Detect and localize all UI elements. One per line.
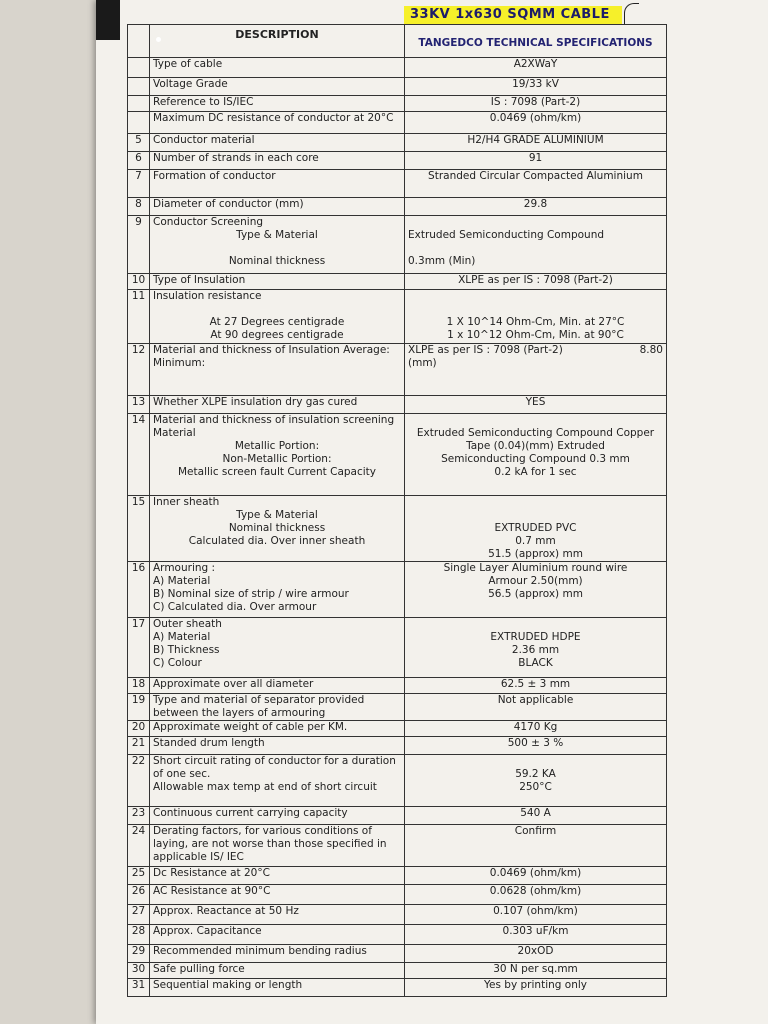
specification-line: XLPE as per IS : 7098 (Part-2) <box>408 344 563 356</box>
row-number: 19 <box>128 694 150 721</box>
table-row <box>128 867 667 885</box>
specification-cell <box>405 96 667 112</box>
row-number: 27 <box>128 905 150 925</box>
table-row <box>128 678 667 694</box>
parameter-line: Approximate weight of cable per KM. <box>153 721 348 733</box>
specification-line: 91 <box>528 152 543 164</box>
table-row <box>128 694 667 721</box>
specification-cell <box>405 58 667 78</box>
row-number: 15 <box>128 496 150 562</box>
row-number: 30 <box>128 963 150 979</box>
row-number <box>128 112 150 134</box>
row-number: 11 <box>128 290 150 344</box>
specification-cell <box>405 963 667 979</box>
parameter-cell <box>150 112 405 134</box>
specification-line: XLPE as per IS : 7098 (Part-2) <box>458 274 613 286</box>
parameter-cell <box>150 562 405 618</box>
row-number: 10 <box>128 274 150 290</box>
parameter-cell <box>150 414 405 496</box>
parameter-cell <box>150 170 405 198</box>
parameter-cell <box>150 963 405 979</box>
parameter-line: Sequential making or length <box>153 979 303 991</box>
specification-line: 8.80 <box>639 344 663 356</box>
row-number: 7 <box>128 170 150 198</box>
row-number: 20 <box>128 721 150 737</box>
table-row <box>128 963 667 979</box>
specification-line: 30 N per sq.mm <box>493 963 578 975</box>
parameter-cell <box>150 905 405 925</box>
specification-cell <box>405 562 667 618</box>
table-row <box>128 96 667 112</box>
specification-line: (mm) <box>408 357 437 369</box>
specification-line: 29.8 <box>523 198 548 210</box>
specification-line: 51.5 (approx) mm <box>488 548 583 560</box>
specification-line: YES <box>525 396 546 408</box>
specification-line: 0.107 (ohm/km) <box>493 905 578 917</box>
specification-cell <box>405 496 667 562</box>
row-number: 26 <box>128 885 150 905</box>
parameter-cell <box>150 496 405 562</box>
parameter-line: Non-Metallic Portion: <box>222 453 332 465</box>
parameter-cell <box>150 198 405 216</box>
parameter-line: Type & Material <box>236 509 318 521</box>
specification-cell <box>405 618 667 678</box>
specification-line: 19/33 kV <box>512 78 559 90</box>
table-row <box>128 216 667 274</box>
table-row <box>128 905 667 925</box>
row-number: 5 <box>128 134 150 152</box>
parameter-line: Derating factors, for various conditions of laying, are not worse than those specified in applicable IS/ IEC <box>153 825 387 863</box>
row-number: 12 <box>128 344 150 396</box>
table-row <box>128 562 667 618</box>
parameter-cell <box>150 925 405 945</box>
specification-line: 0.0628 (ohm/km) <box>489 885 582 897</box>
parameter-line: A) Material <box>153 631 211 643</box>
table-row <box>128 78 667 96</box>
parameter-cell <box>150 737 405 755</box>
parameter-cell <box>150 755 405 807</box>
specification-line: 500 ± 3 % <box>507 737 564 749</box>
row-number <box>128 96 150 112</box>
parameter-line: Insulation resistance <box>153 290 262 302</box>
parameter-line: B) Thickness <box>153 644 220 656</box>
specification-line: 1 X 10^14 Ohm-Cm, Min. at 27°C <box>446 316 625 328</box>
specification-line <box>408 216 663 229</box>
table-row <box>128 618 667 678</box>
specification-line: BLACK <box>518 657 553 669</box>
specification-line: 20xOD <box>517 945 554 957</box>
parameter-line: Metallic Portion: <box>234 440 320 452</box>
parameter-cell <box>150 274 405 290</box>
parameter-line: AC Resistance at 90°C <box>153 885 271 897</box>
row-number: 23 <box>128 807 150 825</box>
specification-cell <box>405 945 667 963</box>
specification-cell <box>405 414 667 496</box>
table-row <box>128 755 667 807</box>
parameter-line: Armouring : <box>153 562 216 574</box>
table-row <box>128 414 667 496</box>
parameter-line: Maximum DC resistance of conductor at 20°C <box>153 112 394 124</box>
specification-line: A2XWaY <box>513 58 558 70</box>
parameter-line: Approx. Capacitance <box>153 925 262 937</box>
parameter-cell <box>150 344 405 396</box>
table-row <box>128 58 667 78</box>
row-number: 29 <box>128 945 150 963</box>
specification-cell <box>405 344 667 396</box>
parameter-line <box>153 242 401 255</box>
specification-line: 4170 Kg <box>513 721 558 733</box>
table-row <box>128 152 667 170</box>
parameter-line: Approximate over all diameter <box>153 678 314 690</box>
parameter-line: Dc Resistance at 20°C <box>153 867 270 879</box>
specification-line: 0.7 mm <box>515 535 556 547</box>
specification-cell <box>405 694 667 721</box>
table-row <box>128 198 667 216</box>
parameter-line: Voltage Grade <box>153 78 228 90</box>
specification-line <box>408 755 663 768</box>
parameter-cell <box>150 618 405 678</box>
specification-cell <box>405 274 667 290</box>
row-number: 16 <box>128 562 150 618</box>
specification-line <box>408 414 663 427</box>
parameter-line: Conductor material <box>153 134 255 146</box>
row-number: 8 <box>128 198 150 216</box>
specification-line: EXTRUDED PVC <box>494 522 577 534</box>
specification-line: Extruded Semiconducting Compound Copper <box>416 427 655 439</box>
table-row <box>128 290 667 344</box>
table-row <box>128 885 667 905</box>
specification-line: 0.0469 (ohm/km) <box>489 112 582 124</box>
parameter-line: Outer sheath <box>153 618 222 630</box>
table-row <box>128 721 667 737</box>
parameter-line: Calculated dia. Over inner sheath <box>188 535 366 547</box>
parameter-line: Diameter of conductor (mm) <box>153 198 304 210</box>
specification-cell <box>405 979 667 997</box>
parameter-line: Continuous current carrying capacity <box>153 807 348 819</box>
header-description: DESCRIPTION <box>150 25 405 58</box>
specification-line <box>408 496 663 509</box>
row-number: 13 <box>128 396 150 414</box>
table-row <box>128 496 667 562</box>
row-number: 21 <box>128 737 150 755</box>
specification-cell <box>405 216 667 274</box>
table-row <box>128 112 667 134</box>
specification-line: Yes by printing only <box>484 979 587 991</box>
table-row <box>128 979 667 997</box>
row-number <box>128 78 150 96</box>
specification-line: H2/H4 GRADE ALUMINIUM <box>467 134 604 146</box>
table-row <box>128 134 667 152</box>
specification-line: Stranded Circular Compacted Aluminium <box>428 170 643 182</box>
parameter-line: Whether XLPE insulation dry gas cured <box>153 396 358 408</box>
parameter-cell <box>150 867 405 885</box>
parameter-line: Type & Material <box>236 229 318 241</box>
parameter-line: Type and material of separator provided between the layers of armouring <box>153 694 365 719</box>
row-number: 9 <box>128 216 150 274</box>
row-number: 18 <box>128 678 150 694</box>
specification-line <box>408 242 663 255</box>
specification-line: Not applicable <box>497 694 574 706</box>
parameter-line: Metallic screen fault Current Capacity <box>178 466 376 478</box>
table-row <box>128 925 667 945</box>
row-number: 6 <box>128 152 150 170</box>
parameter-cell <box>150 78 405 96</box>
parameter-cell <box>150 721 405 737</box>
specification-cell <box>405 807 667 825</box>
cable-title: 33KV 1x630 SQMM CABLE <box>410 7 610 22</box>
specification-line <box>408 509 663 522</box>
table-row <box>128 170 667 198</box>
parameter-line: At 90 degrees centigrade <box>210 329 344 341</box>
parameter-cell <box>150 290 405 344</box>
specification-line: Armour 2.50(mm) <box>488 575 583 587</box>
table-row <box>128 737 667 755</box>
parameter-line: Approx. Reactance at 50 Hz <box>153 905 299 917</box>
parameter-line: Allowable max temp at end of short circuit <box>153 781 377 793</box>
parameter-cell <box>150 96 405 112</box>
specification-line: 2.36 mm <box>511 644 560 656</box>
row-number <box>128 58 150 78</box>
specification-cell <box>405 678 667 694</box>
parameter-line: Material and thickness of insulation screening Material <box>153 414 395 439</box>
table-row <box>128 945 667 963</box>
parameter-line: At 27 Degrees centigrade <box>209 316 345 328</box>
parameter-line: Safe pulling force <box>153 963 245 975</box>
parameter-line: Reference to IS/IEC <box>153 96 254 108</box>
parameter-line: A) Material <box>153 575 211 587</box>
specification-cell <box>405 885 667 905</box>
specification-line: 56.5 (approx) mm <box>488 588 583 600</box>
specification-line <box>408 618 663 631</box>
parameter-line: B) Nominal size of strip / wire armour <box>153 588 349 600</box>
parameter-cell <box>150 58 405 78</box>
specification-line: IS : 7098 (Part-2) <box>490 96 581 108</box>
table-row <box>128 274 667 290</box>
specification-cell <box>405 112 667 134</box>
parameter-cell <box>150 945 405 963</box>
parameter-line: Standed drum length <box>153 737 265 749</box>
specification-line: Single Layer Aluminium round wire <box>443 562 628 574</box>
specification-line: 59.2 KA <box>515 768 556 780</box>
specification-line: 0.303 uF/km <box>502 925 569 937</box>
parameter-line: Conductor Screening <box>153 216 264 228</box>
parameter-cell <box>150 885 405 905</box>
specification-cell <box>405 825 667 867</box>
specification-line <box>408 303 663 316</box>
parameter-cell <box>150 825 405 867</box>
parameter-line: Nominal thickness <box>228 522 326 534</box>
spec-table <box>127 24 667 997</box>
specification-cell <box>405 925 667 945</box>
specification-cell <box>405 396 667 414</box>
header-num <box>128 25 150 58</box>
parameter-line: Formation of conductor <box>153 170 276 182</box>
specification-cell <box>405 721 667 737</box>
row-number: 22 <box>128 755 150 807</box>
specification-line: Tape (0.04)(mm) Extruded <box>466 440 605 452</box>
specification-cell <box>405 290 667 344</box>
parameter-cell <box>150 979 405 997</box>
specification-cell <box>405 905 667 925</box>
row-number: 24 <box>128 825 150 867</box>
specification-line: EXTRUDED HDPE <box>490 631 581 643</box>
specification-cell <box>405 78 667 96</box>
specification-cell <box>405 134 667 152</box>
parameter-line: Type of Insulation <box>153 274 246 286</box>
table-row <box>128 807 667 825</box>
parameter-line: Inner sheath <box>153 496 220 508</box>
specification-line: 250°C <box>519 781 552 793</box>
specification-cell <box>405 198 667 216</box>
table-row <box>128 396 667 414</box>
row-number: 25 <box>128 867 150 885</box>
specification-line: 0.2 kA for 1 sec <box>494 466 577 478</box>
parameter-line <box>153 303 401 316</box>
specification-cell <box>405 867 667 885</box>
parameter-cell <box>150 216 405 274</box>
specification-cell <box>405 755 667 807</box>
parameter-line: Short circuit rating of conductor for a duration of one sec. <box>153 755 396 780</box>
parameter-cell <box>150 134 405 152</box>
specification-line: 0.3mm (Min) <box>408 255 476 267</box>
specification-line: Extruded Semiconducting Compound <box>408 229 605 241</box>
row-number: 28 <box>128 925 150 945</box>
table-row <box>128 344 667 396</box>
specification-cell <box>405 170 667 198</box>
parameter-line: Nominal thickness <box>228 255 326 267</box>
specification-line: 0.0469 (ohm/km) <box>489 867 582 879</box>
parameter-cell <box>150 396 405 414</box>
parameter-cell <box>150 678 405 694</box>
specification-line <box>408 290 663 303</box>
row-number: 17 <box>128 618 150 678</box>
specification-line: 1 x 10^12 Ohm-Cm, Min. at 90°C <box>447 329 624 341</box>
parameter-cell <box>150 152 405 170</box>
parameter-cell <box>150 694 405 721</box>
specification-cell <box>405 152 667 170</box>
row-number: 31 <box>128 979 150 997</box>
specification-line: 540 A <box>520 807 551 819</box>
parameter-line: Number of strands in each core <box>153 152 319 164</box>
parameter-cell <box>150 807 405 825</box>
specification-line: Confirm <box>514 825 557 837</box>
parameter-line: C) Calculated dia. Over armour <box>153 601 317 613</box>
specification-cell <box>405 737 667 755</box>
pen-mark <box>624 3 639 24</box>
table-row <box>128 825 667 867</box>
parameter-line: Material and thickness of Insulation Average: Minimum: <box>153 344 390 369</box>
specification-line: 62.5 ± 3 mm <box>500 678 571 690</box>
parameter-line: C) Colour <box>153 657 202 669</box>
parameter-line: Type of cable <box>153 58 223 70</box>
scan-edge <box>96 0 120 40</box>
row-number: 14 <box>128 414 150 496</box>
specification-line: Semiconducting Compound 0.3 mm <box>441 453 630 465</box>
parameter-line: Recommended minimum bending radius <box>153 945 367 957</box>
header-specifications: TANGEDCO TECHNICAL SPECIFICATIONS <box>405 25 667 58</box>
